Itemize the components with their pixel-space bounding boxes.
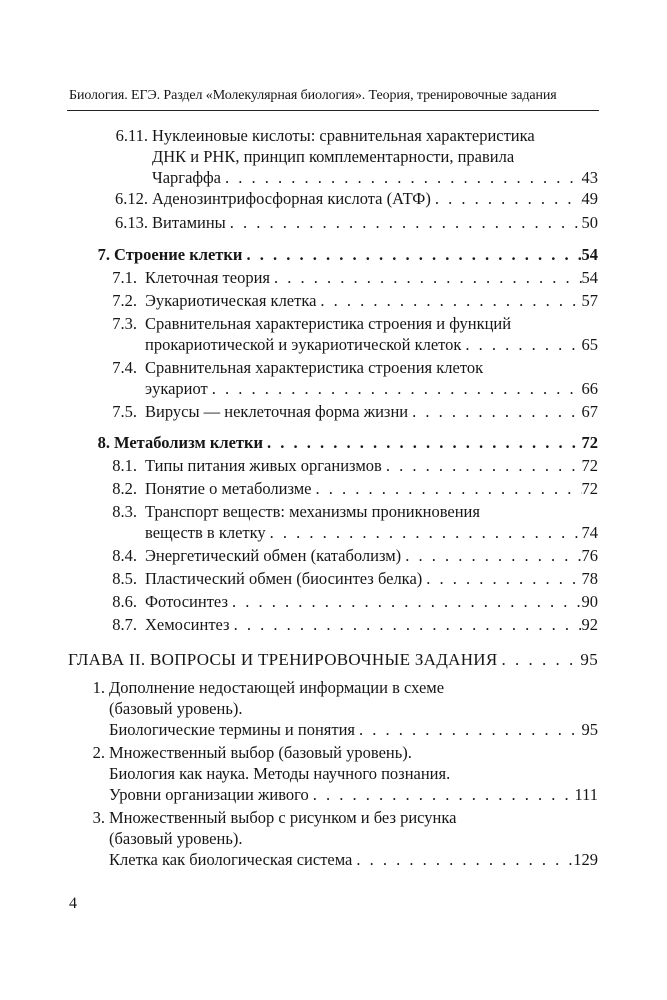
toc-entry-title: Чаргаффа — [152, 168, 221, 187]
toc-entry-title: Клеточная теория — [145, 268, 270, 287]
toc-entry-title: Транспорт веществ: механизмы проникновения — [145, 502, 480, 521]
toc-page-number: 111 — [574, 785, 598, 804]
toc-entry-number: 8.2. — [112, 479, 137, 498]
dot-leader — [263, 432, 581, 453]
running-header: Биология. ЕГЭ. Раздел «Молекулярная биология». Теория, тренировочные задания — [69, 88, 557, 103]
toc-entry-number: 8.3. — [112, 502, 137, 521]
toc-page-number: 78 — [581, 569, 598, 588]
toc-entry-title: ДНК и РНК, принцип комплементарности, правила — [152, 147, 515, 166]
toc-entry-title: Биология как наука. Методы научного познания. — [109, 764, 451, 783]
toc-entry-title: Строение клетки — [114, 245, 243, 264]
toc-page-number: 90 — [581, 592, 598, 611]
dot-leader — [309, 784, 575, 805]
toc-page-number: 66 — [581, 379, 598, 398]
dot-leader — [382, 455, 582, 476]
toc-page-number: 65 — [581, 335, 598, 354]
toc-page-number: 49 — [581, 189, 598, 208]
toc-page-number: 54 — [581, 268, 598, 287]
toc-entry-number: 7.2. — [112, 291, 137, 310]
toc-entry-title: Дополнение недостающей информации в схеме — [109, 678, 445, 697]
dot-leader — [316, 290, 581, 311]
dot-leader — [228, 591, 582, 612]
dot-leader — [208, 378, 582, 399]
dot-leader — [408, 401, 581, 422]
dot-leader — [498, 649, 581, 670]
dot-leader — [401, 545, 581, 566]
toc-page-number: 95 — [581, 720, 598, 739]
toc-entry-number: 7.3. — [112, 314, 137, 333]
toc-entry-title: ГЛАВА II. ВОПРОСЫ И ТРЕНИРОВОЧНЫЕ ЗАДАНИЯ — [68, 650, 498, 669]
toc-entry-title: Нуклеиновые кислоты: сравнительная характеристика — [152, 126, 535, 145]
toc-entry-title: Метаболизм клетки — [114, 433, 264, 452]
toc-entry-number: 6.12. — [115, 189, 148, 208]
dot-leader — [230, 614, 582, 635]
dot-leader — [242, 244, 581, 265]
dot-leader — [461, 334, 581, 355]
toc-page-number: 74 — [581, 523, 598, 542]
dot-leader — [352, 849, 573, 870]
toc-entry-title: Витамины — [152, 213, 226, 232]
dot-leader — [221, 167, 582, 188]
toc-page-number: 76 — [581, 546, 598, 565]
toc-entry-title: Множественный выбор с рисунком и без рисунка — [109, 808, 457, 827]
toc-entry-title: веществ в клетку — [145, 523, 266, 542]
toc-entry-title: Пластический обмен (биосинтез белка) — [145, 569, 423, 588]
dot-leader — [270, 267, 582, 288]
page-number: 4 — [69, 895, 77, 912]
toc-entry-title: Фотосинтез — [145, 592, 228, 611]
toc-entry-title: Вирусы — неклеточная форма жизни — [145, 402, 409, 421]
toc-entry-number: 8. — [97, 433, 110, 452]
toc-entry-title: Аденозинтрифосфорная кислота (АТФ) — [152, 189, 431, 208]
toc-entry-number: 8.1. — [112, 456, 137, 475]
toc-entry-title: Сравнительная характеристика строения и функций — [145, 314, 512, 333]
toc-entry-number: 8.7. — [112, 615, 137, 634]
toc-page-number: 67 — [581, 402, 598, 421]
toc-entry-title: Типы питания живых организмов — [145, 456, 382, 475]
toc-entry-number: 8.6. — [112, 592, 137, 611]
toc-entry-title: (базовый уровень). — [109, 699, 243, 718]
toc-page-number: 72 — [581, 456, 598, 475]
toc-entry-number: 8.4. — [112, 546, 137, 565]
toc-entry-title: Биологические термины и понятия — [109, 720, 356, 739]
toc-entry-title: Понятие о метаболизме — [145, 479, 312, 498]
toc-entry-title: Множественный выбор (базовый уровень). — [109, 743, 412, 762]
toc-entry-number: 7.4. — [112, 358, 137, 377]
toc-page-number: 92 — [581, 615, 598, 634]
toc-page-number: 129 — [573, 850, 598, 869]
dot-leader — [355, 719, 581, 740]
toc-entry-title: Сравнительная характеристика строения клеток — [145, 358, 484, 377]
toc-page-number: 50 — [581, 213, 598, 232]
toc-entry-title: (базовый уровень). — [109, 829, 243, 848]
dot-leader — [312, 478, 582, 499]
toc-entry-number: 2. — [92, 743, 105, 762]
toc-page-number: 43 — [581, 168, 598, 187]
toc-entry-title: Энергетический обмен (катаболизм) — [145, 546, 402, 565]
toc-entry-number: 6.13. — [115, 213, 148, 232]
toc-entry-title: эукариот — [145, 379, 208, 398]
toc-entry-number: 6.11. — [115, 126, 148, 145]
dot-leader — [266, 522, 582, 543]
dot-leader — [431, 188, 582, 209]
toc-page-number: 72 — [581, 479, 598, 498]
toc-page-number: 72 — [581, 433, 598, 452]
toc-entry-number: 8.5. — [112, 569, 137, 588]
toc-page-number: 57 — [581, 291, 598, 310]
toc-entry-number: 3. — [92, 808, 105, 827]
toc-entry-title: Клетка как биологическая система — [109, 850, 353, 869]
toc-entry-number: 7. — [97, 245, 110, 264]
toc-entry-title: Уровни организации живого — [109, 785, 309, 804]
toc-entry-number: 1. — [92, 678, 105, 697]
dot-leader — [422, 568, 581, 589]
toc-entry-title: прокариотической и эукариотической клеток — [145, 335, 462, 354]
dot-leader — [226, 212, 582, 233]
toc-entry-number: 7.1. — [112, 268, 137, 287]
toc-page-number: 54 — [581, 245, 598, 264]
toc-entry-number: 7.5. — [112, 402, 137, 421]
toc-page-number: 95 — [580, 650, 598, 669]
toc-entry-title: Эукариотическая клетка — [145, 291, 317, 310]
toc-entry-title: Хемосинтез — [145, 615, 230, 634]
